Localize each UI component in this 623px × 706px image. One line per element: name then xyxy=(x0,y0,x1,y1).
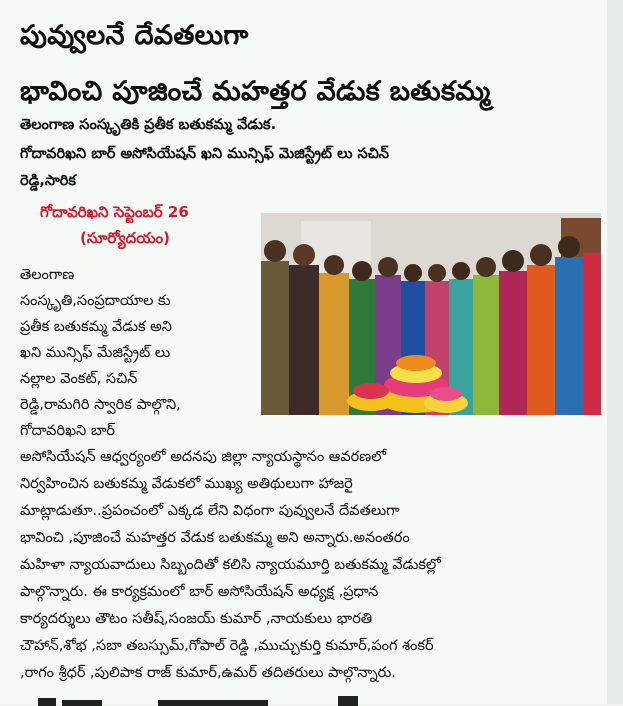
column-line: ప్రతీక బతుకమ్మ వేడుక అని xyxy=(20,319,172,335)
column-line: తెలంగాణ xyxy=(20,267,75,283)
column-line: ఖని మున్సిఫ్ మేజిస్ట్రేట్ లు xyxy=(20,345,171,361)
body-line: చౌహాన్,శోభ ,సబా తబస్సుమ్,గోపాల్ రెడ్డి ,ముచ్చుకుర్తి కుమార్,పంగ శంకర్ xyxy=(20,638,434,654)
next-headline-fragment xyxy=(38,694,398,706)
column-line: గోదావరిఖని బార్ xyxy=(20,423,115,439)
body-line: ,రాగం శ్రీధర్ ,పులిపాక రాజ్ కుమార్,ఉమర్ తదితరులు పాల్గొన్నారు. xyxy=(20,665,396,681)
event-photo xyxy=(261,213,601,415)
dateline-place-date: గోదావరిఖని సెప్టెంబర్ 26 xyxy=(40,203,189,221)
subheadline-3: రెడ్డి,సారిక xyxy=(20,173,76,189)
headline-line-1: పువ్వులనే దేవతలుగా xyxy=(20,20,249,51)
dateline-source: (సూర్యోదయం) xyxy=(80,229,171,247)
body-line: నిర్వహించిన బతుకమ్మ వేడుకలో ముఖ్య అతిథులుగా హాజరై xyxy=(20,476,353,492)
body-line: అసోసియేషన్ ఆధ్వర్యంలో అదనపు జిల్లా న్యాయస్థానం ఆవరణలో xyxy=(20,449,387,465)
body-line: పాల్గొన్నారు. ఈ కార్యక్రమంలో బార్ అసోసియేషన్ అధ్యక్ష ,ప్రధాన xyxy=(20,584,379,600)
column-line: రెడ్డి,రామగిరి స్వారిక పాల్గొని, xyxy=(20,397,181,413)
column-line: నల్లాల వెంకట్, సచిన్ xyxy=(20,371,138,387)
column-line: సంస్కృతి,సంప్రదాయాల కు xyxy=(20,293,171,309)
body-line: మహిళా న్యాయవాదులు సిబ్బందితో కలిసి న్యాయమూర్తి బతుకమ్మ వేడుకల్లో xyxy=(20,557,441,573)
body-line: కార్యదర్శులు తౌటం సతీష్,సంజయ్ కుమార్ ,నాయకులు భారతి xyxy=(20,611,373,627)
page-margin xyxy=(607,0,623,704)
body-line: భావించి ,పూజించే మహత్తర వేడుక బతుకమ్మ అని అన్నారు.అనంతరం xyxy=(20,530,410,546)
subheadline-1: తెలంగాణ సంస్కృతికి ప్రతీక బతుకమ్మ వేడుక. xyxy=(20,117,277,133)
body-line: మాట్లాడుతూ..ప్రపంచంలో ఎక్కడ లేని విధంగా పువ్వులనే దేవతలుగా xyxy=(20,503,400,519)
headline-line-2: భావించి పూజించే మహత్తర వేడుక బతుకమ్మ xyxy=(20,76,491,107)
subheadline-2: గోదావరిఖని బార్ అసోసియేషన్ ఖని మున్సిఫ్ మెజిస్ట్రేట్ లు సచిన్ xyxy=(20,146,389,162)
